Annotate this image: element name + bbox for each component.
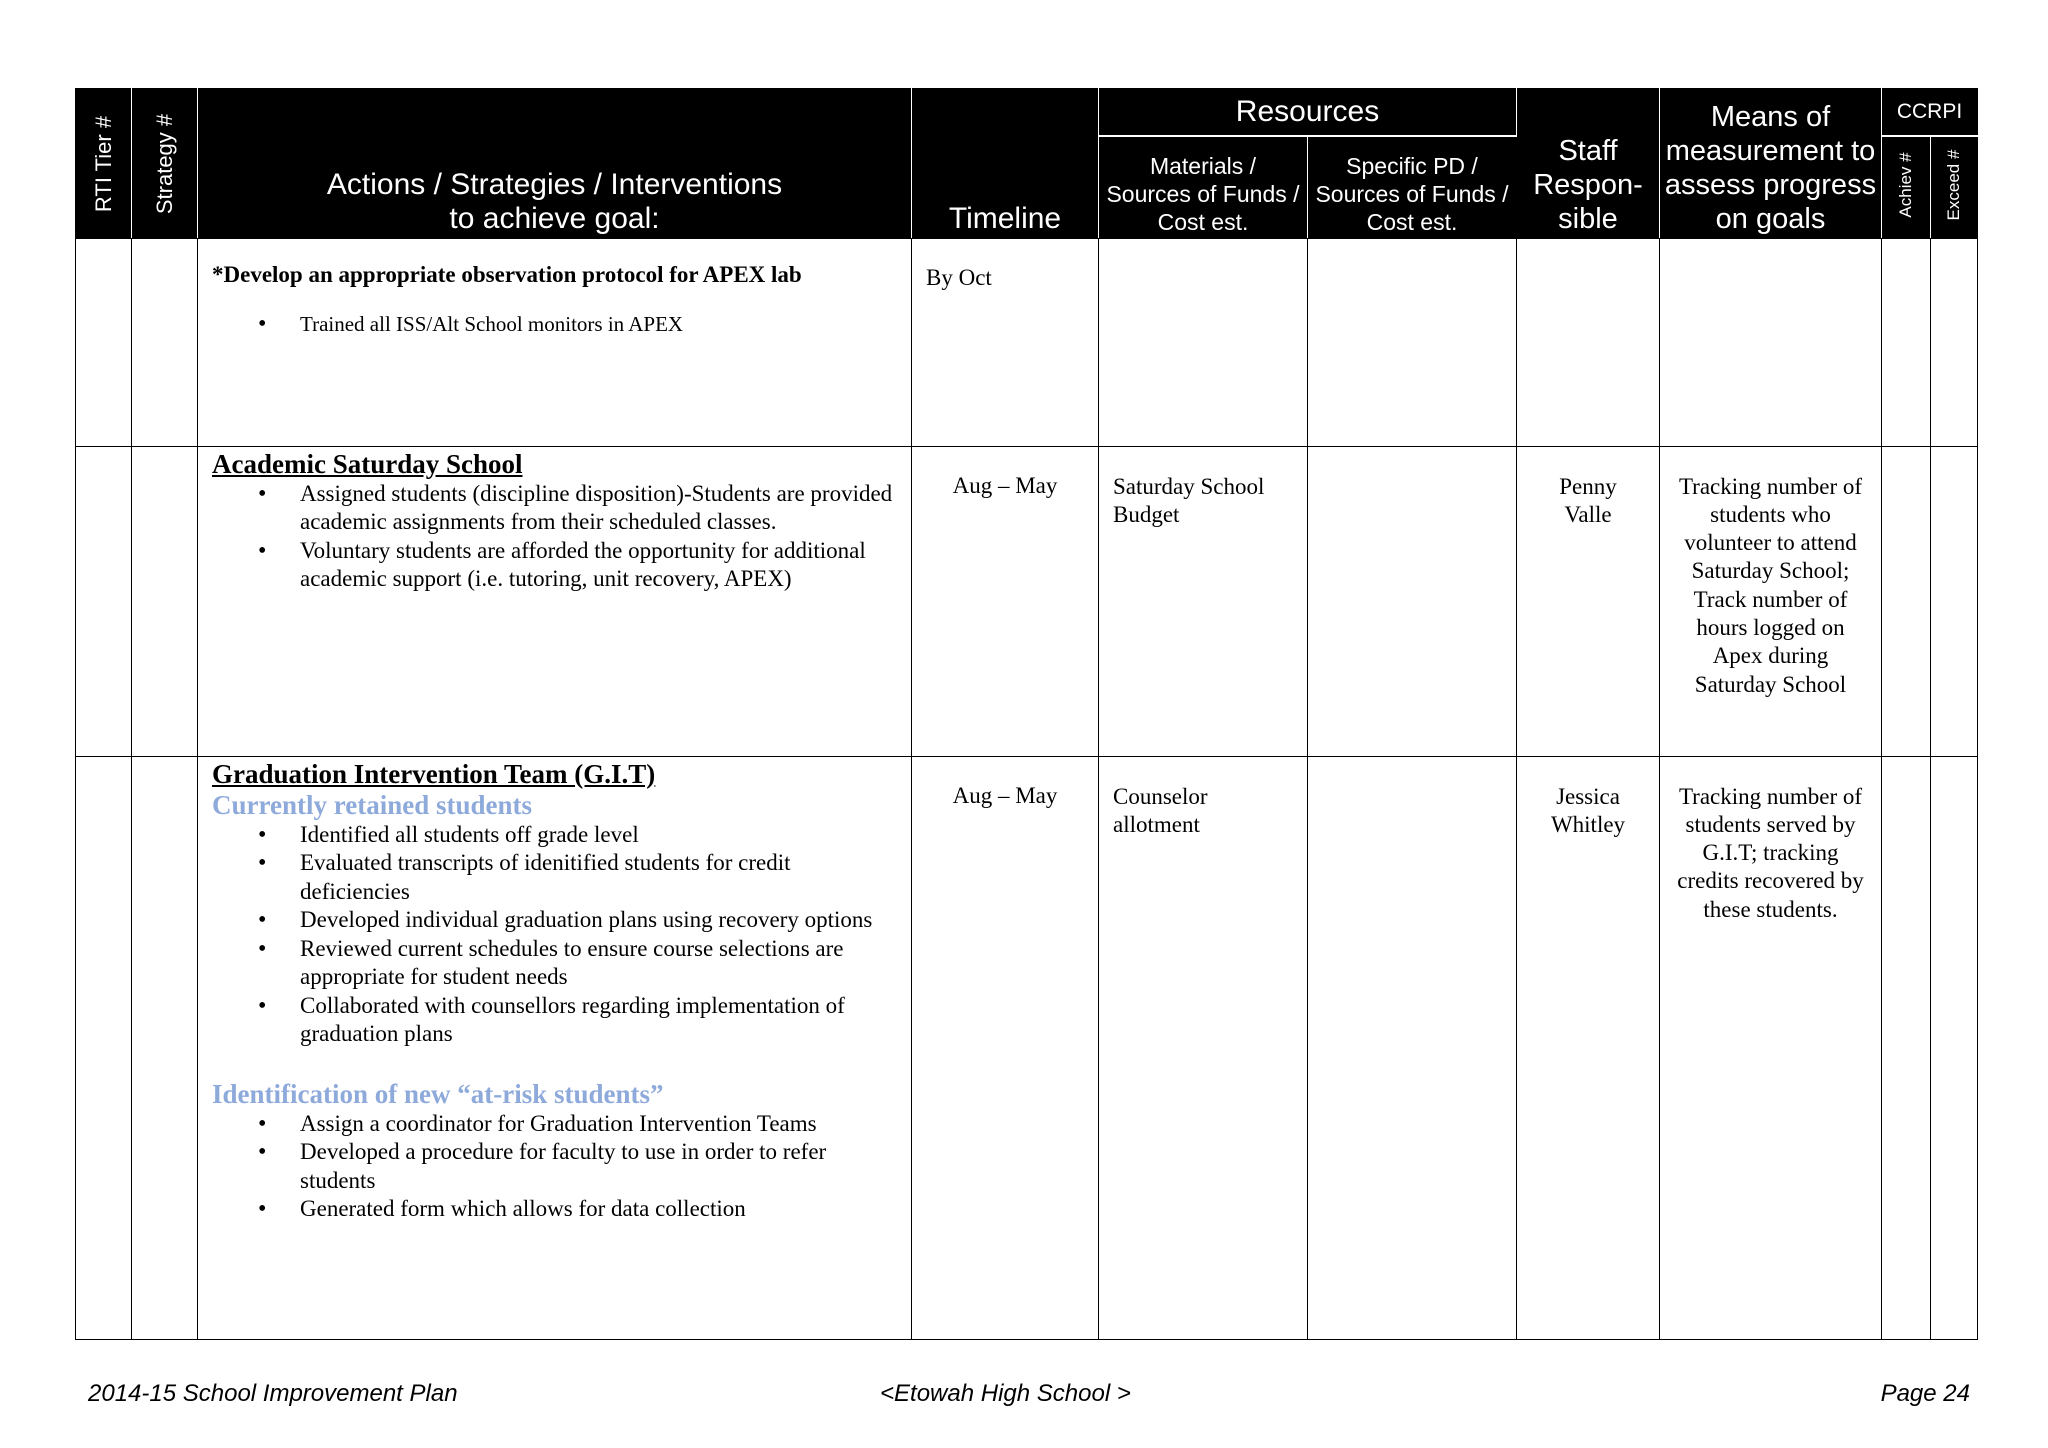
timeline-cell: Aug – May	[912, 756, 1099, 1339]
bullet-list	[212, 821, 897, 1049]
exceed-cell	[1931, 238, 1978, 446]
header-exceed: Exceed #	[1931, 136, 1978, 238]
list-item: • Developed individual graduation plans using recovery options	[300, 906, 897, 935]
strategy-cell	[132, 756, 198, 1339]
materials-cell: Saturday School Budget	[1099, 446, 1308, 756]
specific-pd-cell	[1308, 238, 1517, 446]
list-item: • Collaborated with counsellors regarding implementation of graduation plans	[300, 992, 897, 1049]
staff-cell: Jessica Whitley	[1517, 756, 1660, 1339]
bullet-list	[212, 311, 897, 338]
table-row	[76, 238, 1978, 446]
improvement-plan-table	[75, 88, 1978, 1340]
list-item: • Reviewed current schedules to ensure course selections are appropriate for student needs	[300, 935, 897, 992]
header-resources: Resources	[1099, 89, 1517, 137]
strategy-cell	[132, 238, 198, 446]
staff-cell: Penny Valle	[1517, 446, 1660, 756]
table-row	[76, 756, 1978, 1339]
list-item: • Assign a coordinator for Graduation Intervention Teams	[300, 1110, 897, 1139]
list-item: • Developed a procedure for faculty to use in order to refer students	[300, 1138, 897, 1195]
header-timeline: Timeline	[912, 89, 1099, 239]
header-ccrpi: CCRPI	[1882, 89, 1978, 137]
footer-page-number: Page 24	[1880, 1380, 1970, 1407]
bullet-list	[212, 1110, 897, 1224]
rti-tier-cell	[76, 446, 132, 756]
achiev-cell	[1882, 756, 1931, 1339]
materials-cell	[1099, 238, 1308, 446]
actions-cell: *Develop an appropriate observation protocol for APEX lab • Trained all ISS/Alt School monitors in APEX	[198, 238, 912, 446]
means-cell: Tracking number of students who volunteer to attend Saturday School; Track number of hours logged on Apex during Saturday School	[1660, 446, 1882, 756]
list-item: • Identified all students off grade level	[300, 821, 897, 850]
rti-tier-cell	[76, 756, 132, 1339]
list-item: • Evaluated transcripts of idenitified students for credit deficiencies	[300, 849, 897, 906]
header-materials: Materials / Sources of Funds / Cost est.	[1099, 136, 1308, 238]
rti-tier-cell	[76, 238, 132, 446]
actions-cell: Academic Saturday School • Assigned students (discipline disposition)-Students are provided academic assignments from their scheduled classes. • Voluntary students are afforded the opportunity for additional academic support (i.e. tutoring, unit recovery, APEX)	[198, 446, 912, 756]
timeline-cell: By Oct	[912, 238, 1099, 446]
list-item: • Generated form which allows for data collection	[300, 1195, 897, 1224]
specific-pd-cell	[1308, 756, 1517, 1339]
specific-pd-cell	[1308, 446, 1517, 756]
means-cell: Tracking number of students served by G.I.T; tracking credits recovered by these students.	[1660, 756, 1882, 1339]
materials-cell: Counselor allotment	[1099, 756, 1308, 1339]
header-actions: Actions / Strategies / Interventions to achieve goal:	[198, 89, 912, 239]
bullet-list	[212, 480, 897, 594]
staff-cell	[1517, 238, 1660, 446]
timeline-cell: Aug – May	[912, 446, 1099, 756]
header-row	[76, 89, 1978, 137]
header-means-of-measurement: Means of measurement to assess progress on goals	[1660, 89, 1882, 239]
actions-cell: Graduation Intervention Team (G.I.T) Currently retained students • Identified all students off grade level • Evaluated transcripts of idenitified students for credit deficiencies • Developed individual graduation plans using recovery options • Reviewed current schedules to ensure course selections are appropriate for student needs • Collaborated with counsellors regarding implementation of graduation plans Identification of new “at-risk students” • Assign a coordinator for Graduation Intervention Teams • Developed a procedure for faculty to use in order to refer students • Generated form which allows for data collection	[198, 756, 912, 1339]
achiev-cell	[1882, 446, 1931, 756]
footer-school-name: <Etowah High School >	[880, 1380, 1131, 1407]
achiev-cell	[1882, 238, 1931, 446]
strategy-cell	[132, 446, 198, 756]
header-specific-pd: Specific PD / Sources of Funds / Cost est.	[1308, 136, 1517, 238]
means-cell	[1660, 238, 1882, 446]
exceed-cell	[1931, 446, 1978, 756]
list-item: • Assigned students (discipline disposition)-Students are provided academic assignments from their scheduled classes.	[300, 480, 897, 537]
list-item: • Trained all ISS/Alt School monitors in APEX	[300, 311, 897, 338]
header-achiev: Achiev #	[1882, 136, 1931, 238]
header-strategy: Strategy #	[132, 89, 198, 239]
exceed-cell	[1931, 756, 1978, 1339]
header-staff-responsible: Staff Respon- sible	[1517, 89, 1660, 239]
list-item: • Voluntary students are afforded the opportunity for additional academic support (i.e. tutoring, unit recovery, APEX)	[300, 537, 897, 594]
table-row	[76, 446, 1978, 756]
header-rti-tier: RTI Tier #	[76, 89, 132, 239]
footer-plan-title: 2014-15 School Improvement Plan	[88, 1380, 458, 1407]
